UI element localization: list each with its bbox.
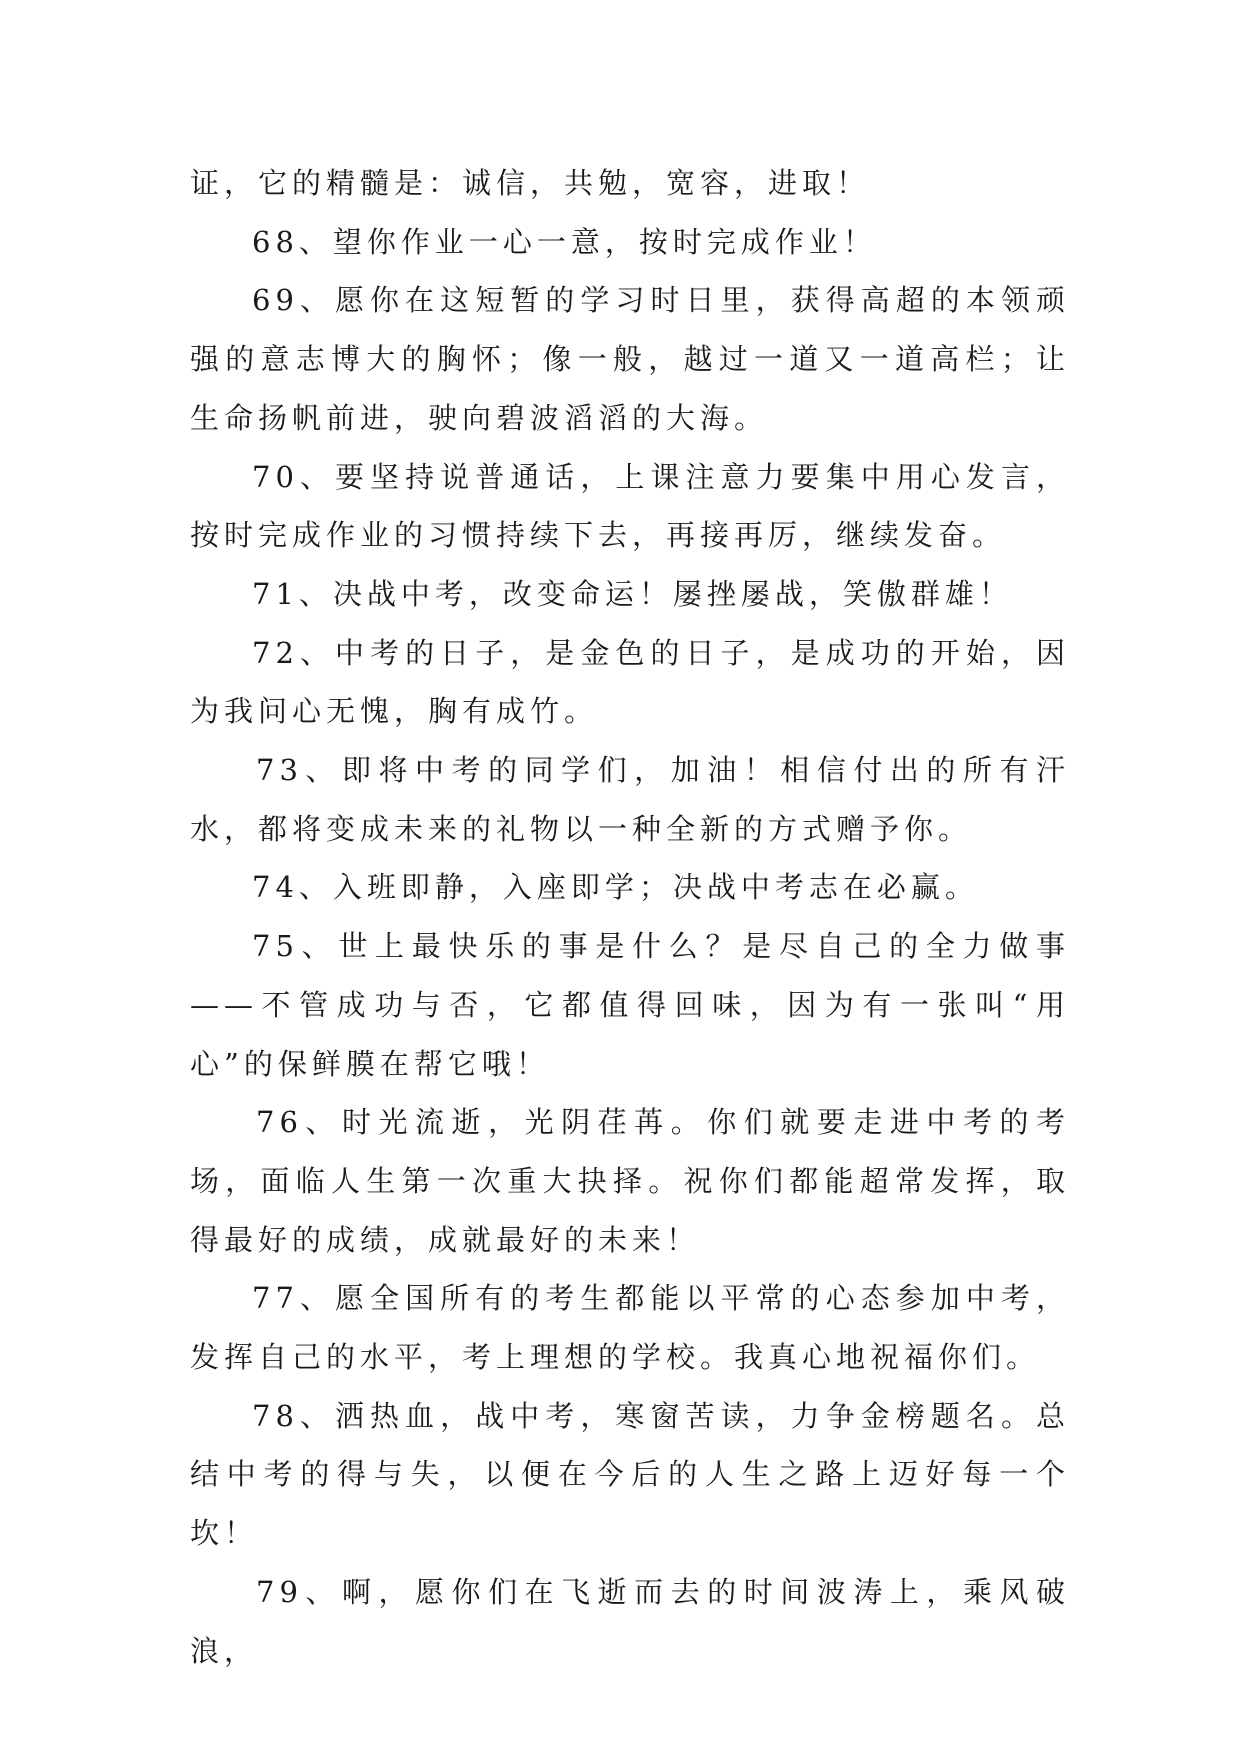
paragraph-75: 75、世上最快乐的事是什么？是尽自己的全力做事——不管成功与否，它都值得回味，因为有一张叫“用心”的保鲜膜在帮它哦！ [190,929,1070,1081]
paragraph-71: 71、决战中考，改变命运！屡挫屡战，笑傲群雄！ [252,576,1013,611]
paragraph-70: 70、要坚持说普通话，上课注意力要集中用心发言，按时完成作业的习惯持续下去，再接再厉，继续发奋。 [190,459,1070,553]
paragraph-77: 77、愿全国所有的考生都能以平常的心态参加中考，发挥自己的水平，考上理想的学校。我真心地祝福你们。 [190,1281,1070,1375]
paragraph-69: 69、愿你在这短暂的学习时日里，获得高超的本领顽强的意志博大的胸怀；像一般，越过一道又一道高栏；让生命扬帆前进，驶向碧波滔滔的大海。 [190,283,1070,435]
paragraph-74: 74、入班即静，入座即学；决战中考志在必赢。 [252,870,979,905]
paragraph-78: 78、洒热血，战中考，寒窗苦读，力争金榜题名。总结中考的得与失，以便在今后的人生之路上迈好每一个坎！ [190,1398,1070,1551]
paragraph-68: 68、望你作业一心一意，按时完成作业！ [252,224,877,259]
paragraph-76: 76、时光流逝，光阴荏苒。你们就要走进中考的考场，面临人生第一次重大抉择。祝你们都能超常发挥，取得最好的成绩，成就最好的未来！ [190,1105,1070,1257]
paragraph-73: 73、即将中考的同学们，加油！相信付出的所有汗水，都将变成未来的礼物以一种全新的方式赠予你。 [190,753,1070,846]
paragraph-79: 79、啊，愿你们在飞逝而去的时间波涛上，乘风破浪， [190,1574,1070,1668]
paragraph-72: 72、中考的日子，是金色的日子，是成功的开始，因为我问心无愧，胸有成竹。 [190,635,1070,729]
paragraph-continuation: 证，它的精髓是：诚信，共勉，宽容，进取！ [190,166,871,200]
document-body [190,154,1070,1680]
